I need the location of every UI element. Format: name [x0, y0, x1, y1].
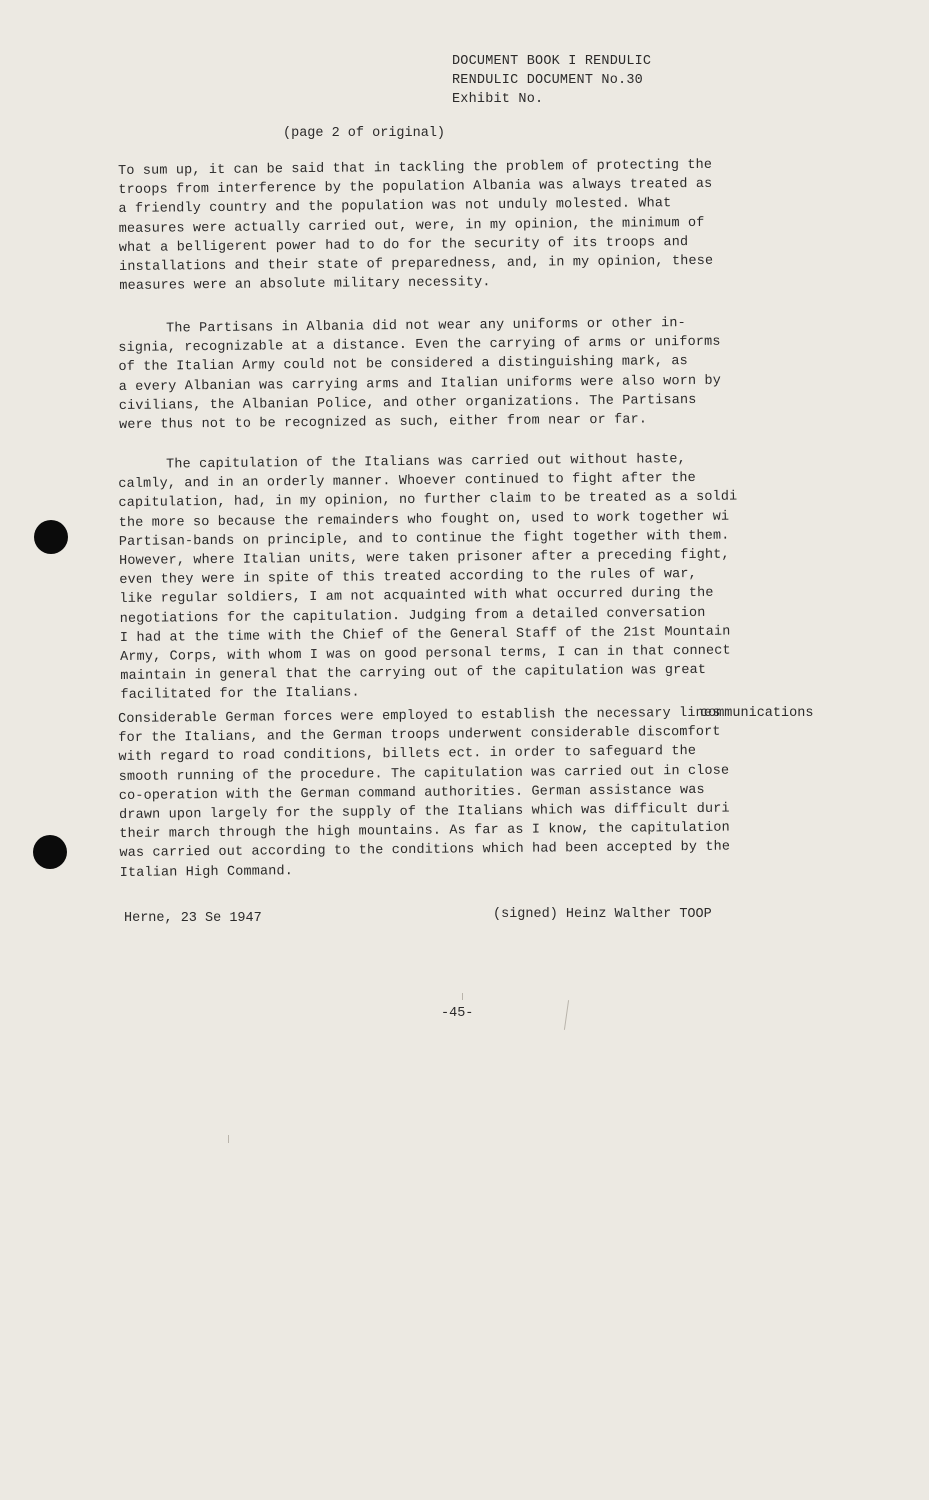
text-line: facilitated for the Italians. [120, 685, 360, 704]
punch-hole-top [34, 520, 68, 554]
text-line: for the Italians, and the German troops underwent considerable discomfort [118, 724, 721, 747]
text-line: were thus not to be recognized as such, either from near or far. [119, 412, 648, 434]
text-line: maintain in general that the carrying out of the capitulation was great [120, 663, 707, 685]
text-line: a every Albanian was carrying arms and Italian uniforms were also worn by [118, 373, 722, 395]
header-line-3: Exhibit No. [452, 92, 544, 107]
text-line: negotiations for the capitulation. Judging from a detailed conversation [119, 605, 706, 627]
text-line: the more so because the remainders who fought on, used to work together wi [118, 509, 730, 531]
text-line: The capitulation of the Italians was carried out without haste, [166, 452, 686, 473]
text-line: civilians, the Albanian Police, and other organizations. The Partisans [118, 392, 697, 414]
page-number: -45- [441, 1006, 474, 1021]
paper-mark [228, 1135, 229, 1143]
paper-mark [462, 993, 463, 1000]
text-line: co-operation with the German command authorities. German assistance was [118, 782, 705, 804]
paragraph-1 [118, 154, 841, 296]
text-line: like regular soldiers, I am not acquainted with what occurred during the [119, 586, 714, 608]
text-line: a friendly country and the population was not unduly molested. What [118, 196, 672, 218]
punch-hole-bottom [33, 835, 67, 869]
text-line: calmly, and in an orderly manner. Whoever continued to fight after the [118, 471, 696, 493]
text-line: The Partisans in Albania did not wear any uniforms or other in- [166, 316, 686, 337]
text-line: Partisan-bands on principle, and to continue the fight together with them. [118, 528, 730, 550]
page-reference: (page 2 of original) [283, 126, 446, 141]
text-line: drawn upon largely for the supply of the Italians which was difficult duri [119, 801, 730, 824]
text-line: signia, recognizable at a distance. Even the carrying of arms or uniforms [118, 334, 721, 357]
text-line: smooth running of the procedure. The capitulation was carried out in close [118, 763, 730, 785]
text-line: Italian High Command. [119, 863, 294, 881]
paragraph-3 [118, 448, 843, 705]
text-line: of the Italian Army could not be considered a distinguishing mark, as [118, 354, 688, 376]
place-and-date: Herne, 23 Se 1947 [124, 911, 262, 926]
paragraph-4 [118, 702, 842, 882]
header-line-1: DOCUMENT BOOK I RENDULIC [452, 54, 652, 69]
text-line: their march through the high mountains. As far as I know, the capitulation [119, 820, 730, 843]
text-line: To sum up, it can be said that in tackling the problem of protecting the [118, 157, 713, 179]
text-line: measures were an absolute military necessity. [119, 275, 491, 295]
text-line: measures were actually carried out, were, in my opinion, the minimum of [118, 215, 705, 237]
paragraph-2 [118, 312, 841, 435]
text-line: I had at the time with the Chief of the General Staff of the 21st Mountain [119, 624, 731, 646]
text-line: However, where Italian units, were taken prisoner after a preceding fight, [119, 547, 730, 570]
text-line: capitulation, had, in my opinion, no further claim to be treated as a soldi [118, 489, 738, 512]
text-line: troops from interference by the population Albania was always treated as [118, 176, 713, 199]
text-line: was carried out according to the conditions which had been accepted by the [119, 840, 731, 862]
text-line: Considerable German forces were employed to establish the necessary lines [118, 705, 721, 727]
paper-mark [564, 1000, 569, 1030]
header-line-2: RENDULIC DOCUMENT No.30 [452, 73, 643, 88]
document-header [452, 52, 651, 109]
text-line: Army, Corps, with whom I was on good personal terms, I can in that connect [120, 643, 731, 666]
text-line: with regard to road conditions, billets ect. in order to safeguard the [118, 744, 697, 766]
signature-line: (signed) Heinz Walther TOOP [493, 907, 712, 922]
text-line: installations and their state of preparedness, and, in my opinion, these [119, 253, 714, 276]
text-line: what a belligerent power had to do for the security of its troops and [118, 234, 689, 256]
inserted-word: communications [700, 706, 814, 721]
text-line: even they were in spite of this treated according to the rules of war, [119, 567, 697, 589]
